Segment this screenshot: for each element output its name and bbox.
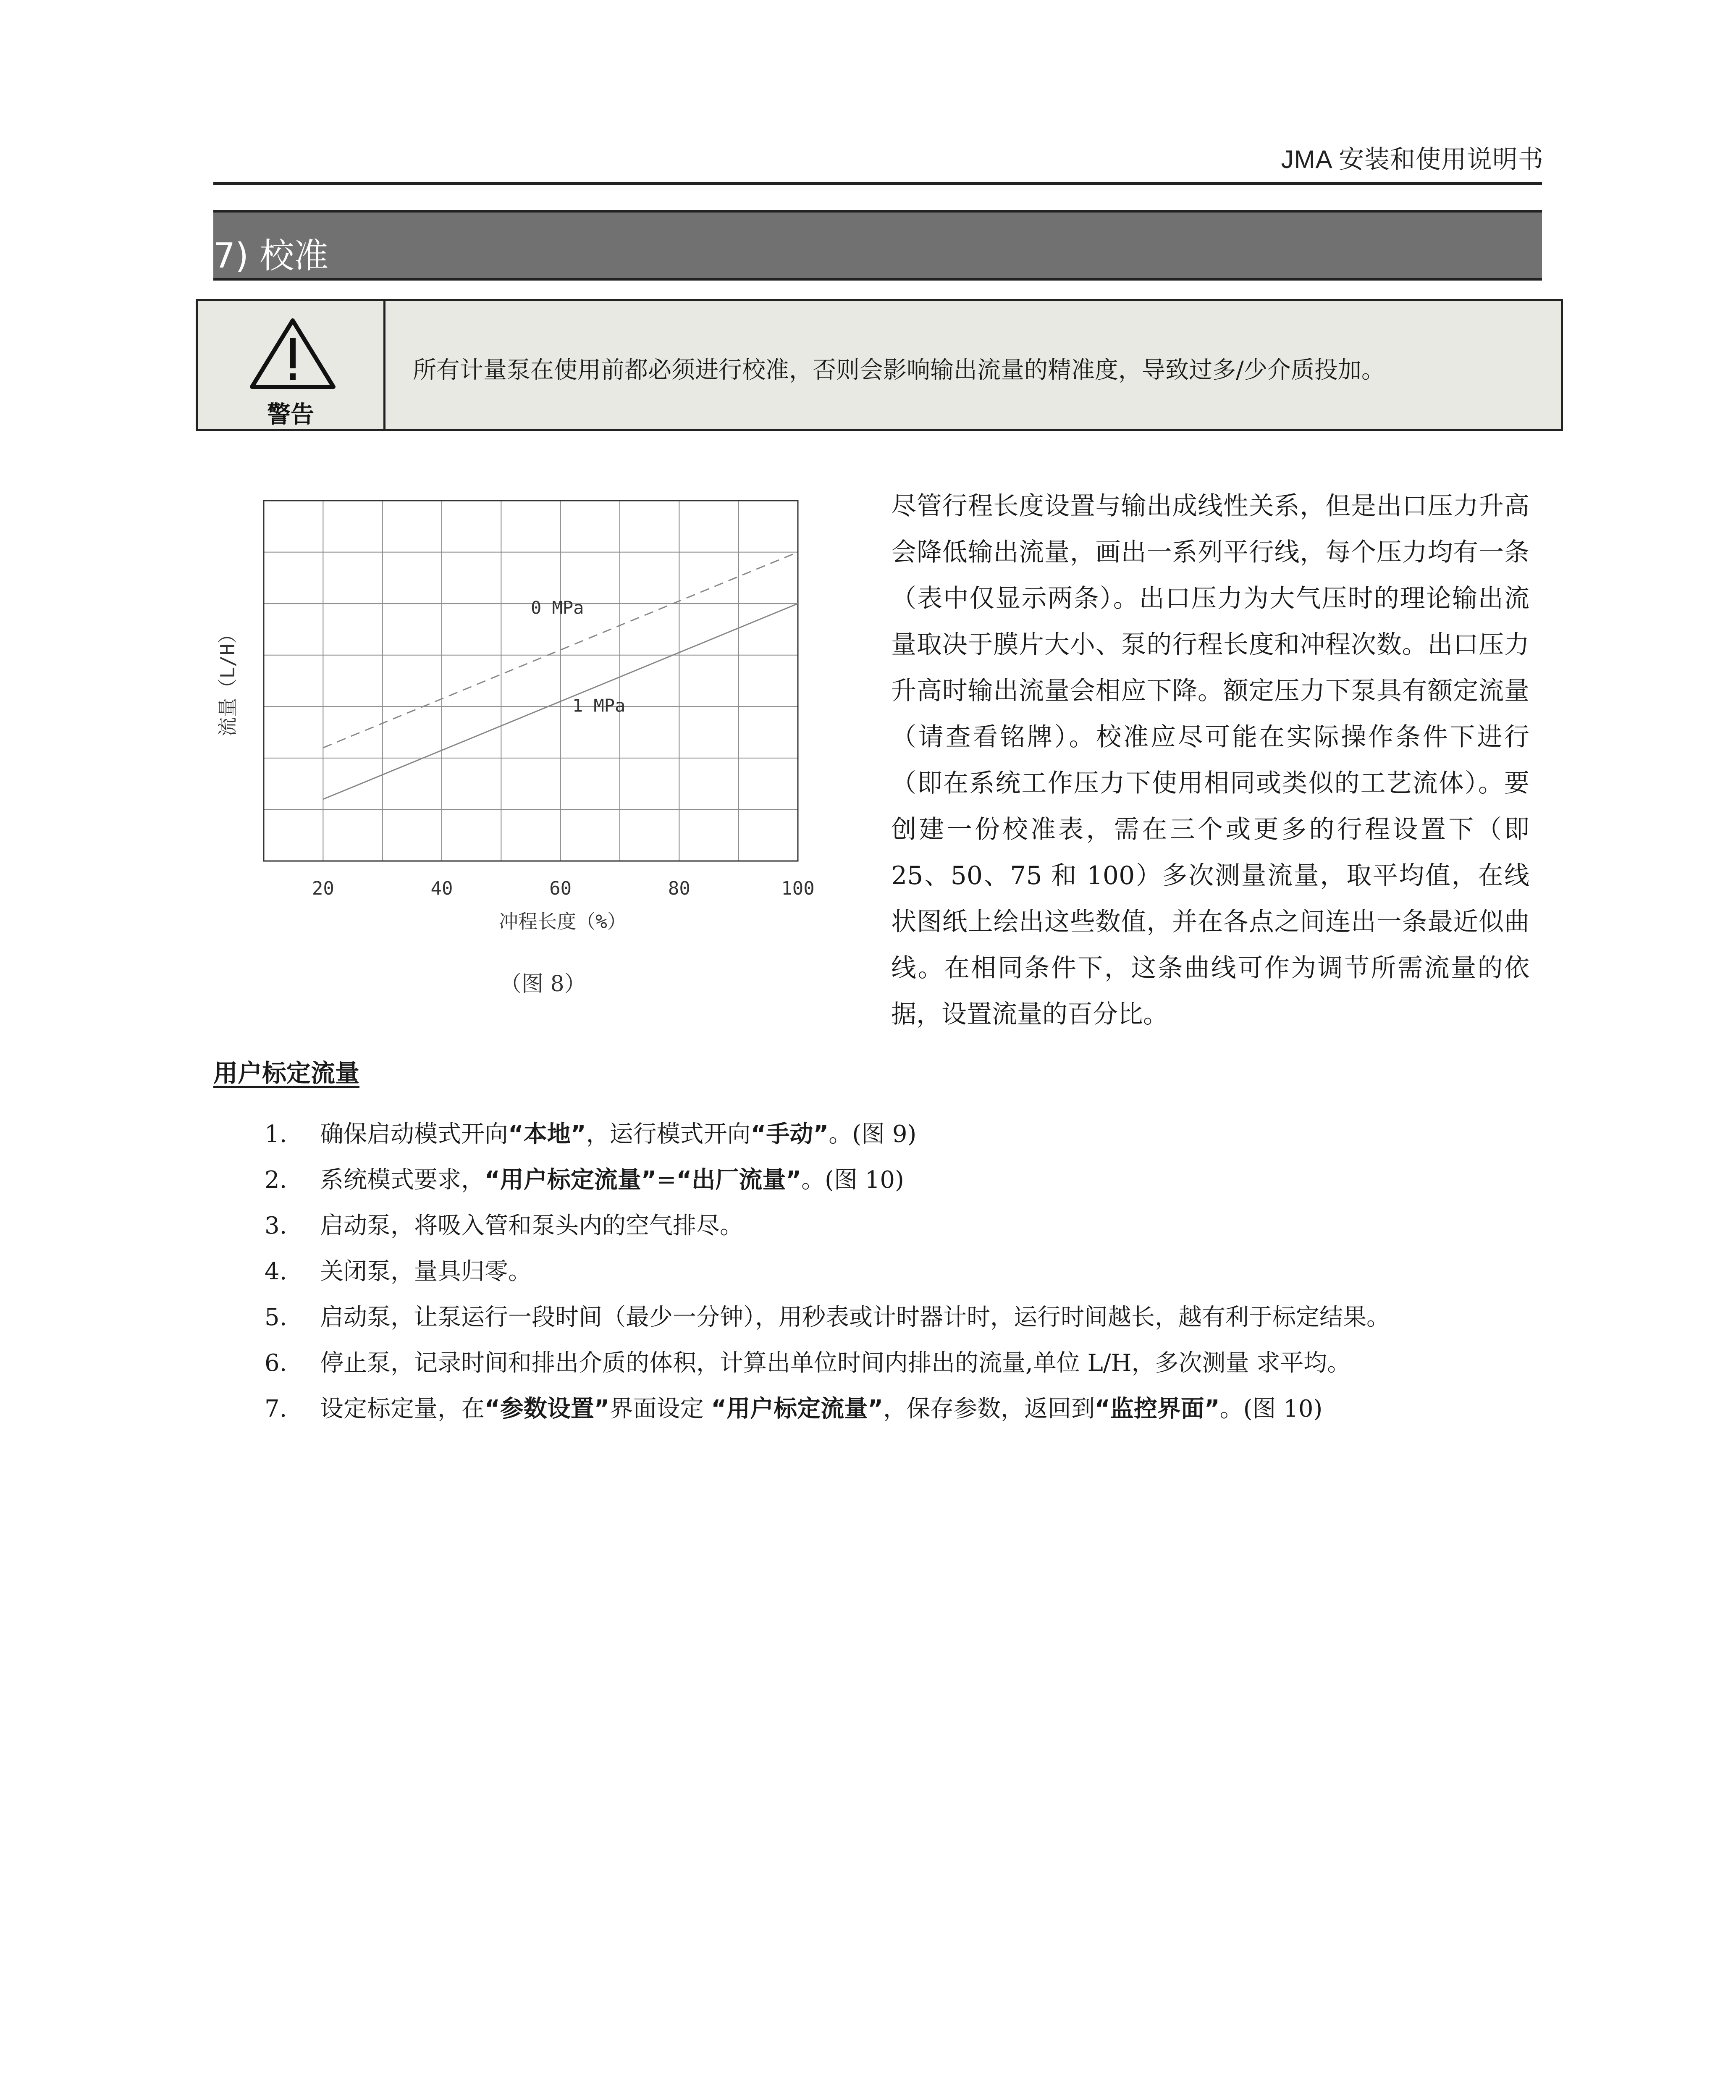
step-item [265, 1299, 1390, 1344]
step-text: 停止泵，记录时间和排出介质的体积，计算出单位时间内排出的流量,单位 L/H，多次测量 求平均。 [320, 1349, 1351, 1377]
step-emphasis: “监控界面” [1095, 1395, 1220, 1423]
step-text: ，运行模式开向 [586, 1121, 751, 1148]
step-number: 2. [265, 1166, 287, 1194]
step-number: 3. [265, 1212, 287, 1239]
warning-label: 警告 [267, 401, 314, 428]
warning-triangle-icon [248, 316, 338, 391]
section-header-bar [213, 210, 1542, 281]
calibration-chart [210, 483, 857, 941]
warning-icon-cell [198, 301, 385, 429]
step-text: 。(图 10) [1219, 1395, 1323, 1423]
step-text: 设定标定量，在 [320, 1395, 485, 1423]
x-tick-label: 40 [430, 878, 453, 899]
step-text: = [656, 1166, 677, 1194]
step-number: 1. [265, 1121, 287, 1148]
step-text: 界面设定 [609, 1395, 711, 1423]
step-text: 启动泵，让泵运行一段时间（最少一分钟），用秒表或计时器计时，运行时间越长，越有利于标定结果。 [320, 1304, 1390, 1331]
step-item [265, 1390, 1390, 1436]
x-tick-label: 60 [549, 878, 572, 899]
y-axis-label: 流量（L/H） [216, 624, 239, 737]
step-item [265, 1116, 1390, 1161]
step-text: 确保启动模式开向 [320, 1121, 508, 1148]
step-emphasis: “参数设置” [485, 1395, 610, 1423]
step-text: 。(图 10) [801, 1166, 904, 1194]
x-axis-label: 冲程长度（%） [499, 910, 627, 933]
calibration-steps-list [265, 1116, 1390, 1436]
series-label: 0 MPa [531, 597, 584, 618]
series-label: 1 MPa [572, 695, 626, 716]
plot-frame [264, 501, 798, 861]
step-number: 6. [265, 1349, 287, 1377]
step-item [265, 1344, 1390, 1390]
calibration-paragraph: 尽管行程长度设置与输出成线性关系，但是出口压力升高会降低输出流量，画出一系列平行线，每个压力均有一条（表中仅显示两条）。出口压力为大气压时的理论输出流量取决于膜片大小、泵的行程长度和冲程次数。出口压力升高时输出流量会相应下降。额定压力下泵具有额定流量（请查看铭牌）。校准应尽可能在实际操作条件下进行（即在系统工作压力下使用相同或类似的工艺流体）。要创建一份校准表，需在三个或更多的行程设置下（即 25、50、75 和 100）多次测量流量，取平均值，在线状图纸上绘出这些数值，并在各点之间连出一条最近似曲线。在相同条件下，这条曲线可作为调节所需流量的依据，设置流量的百分比。 [891, 491, 1529, 1029]
step-item [265, 1161, 1390, 1207]
user-calibration-heading: 用户标定流量 [213, 1059, 360, 1087]
step-emphasis: “本地” [508, 1121, 586, 1148]
warning-text: 所有计量泵在使用前都必须进行校准，否则会影响输出流量的精准度，导致过多/少介质投加。 [413, 357, 1385, 384]
figure-caption: （图 8） [500, 971, 586, 997]
step-emphasis: “用户标定流量” [711, 1395, 884, 1423]
step-item [265, 1253, 1390, 1299]
step-item [265, 1207, 1390, 1253]
header-rule [213, 182, 1542, 185]
x-tick-label: 100 [781, 878, 815, 899]
step-text: 。(图 9) [829, 1121, 917, 1148]
section-title: 7) 校准 [213, 236, 329, 276]
step-text: 系统模式要求， [320, 1166, 485, 1194]
step-emphasis: “出厂流量” [676, 1166, 802, 1194]
step-text: 启动泵，将吸入管和泵头内的空气排尽。 [320, 1212, 743, 1239]
x-tick-label: 20 [312, 878, 334, 899]
x-tick-label: 80 [668, 878, 690, 899]
step-number: 4. [265, 1258, 287, 1285]
step-emphasis: “手动” [750, 1121, 829, 1148]
warning-box [196, 299, 1563, 431]
step-text: ，保存参数，返回到 [883, 1395, 1095, 1423]
step-emphasis: “用户标定流量” [485, 1166, 657, 1194]
document-header-title: JMA 安装和使用说明书 [1281, 145, 1544, 173]
step-text: 关闭泵，量具归零。 [320, 1258, 532, 1285]
step-number: 7. [265, 1395, 287, 1423]
step-number: 5. [265, 1304, 287, 1331]
